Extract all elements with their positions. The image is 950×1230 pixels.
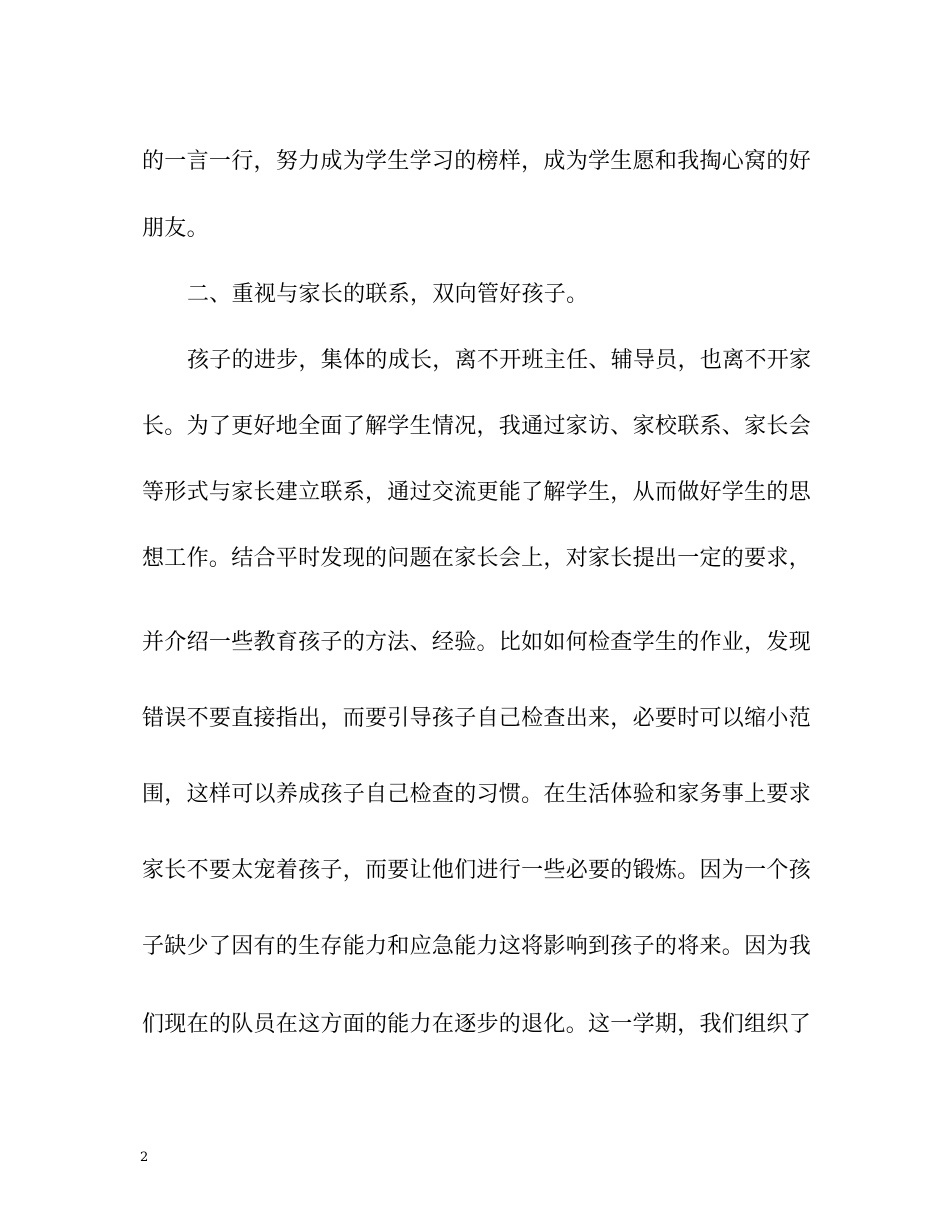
page-number: 2 bbox=[140, 1150, 149, 1165]
text-line-7: 想工作。结合平时发现的问题在家长会上，对家长提出一定的要求， bbox=[142, 546, 812, 571]
text-line-6: 等形式与家长建立联系，通过交流更能了解学生，从而做好学生的思 bbox=[142, 480, 812, 505]
text-line-9: 错误不要直接指出，而要引导孩子自己检查出来，必要时可以缩小范 bbox=[142, 706, 812, 731]
text-line-8: 并介绍一些教育孩子的方法、经验。比如如何检查学生的作业，发现 bbox=[142, 630, 812, 655]
text-line-12: 子缺少了因有的生存能力和应急能力这将影响到孩子的将来。因为我 bbox=[142, 934, 812, 959]
text-line-11: 家长不要太宠着孩子，而要让他们进行一些必要的锻炼。因为一个孩 bbox=[142, 858, 812, 883]
text-line-13: 们现在的队员在这方面的能力在逐步的退化。这一学期，我们组织了 bbox=[142, 1012, 812, 1037]
text-line-4: 孩子的进步，集体的成长，离不开班主任、辅导员，也离不开家 bbox=[187, 348, 812, 373]
text-line-1: 的一言一行，努力成为学生学习的榜样，成为学生愿和我掏心窝的好 bbox=[142, 149, 812, 174]
text-line-2: 朋友。 bbox=[142, 216, 209, 241]
text-line-5: 长。为了更好地全面了解学生情况，我通过家访、家校联系、家长会 bbox=[142, 414, 812, 439]
text-line-10: 围，这样可以养成孩子自己检查的习惯。在生活体验和家务事上要求 bbox=[142, 782, 812, 807]
section-heading: 二、重视与家长的联系，双向管好孩子。 bbox=[187, 282, 589, 307]
